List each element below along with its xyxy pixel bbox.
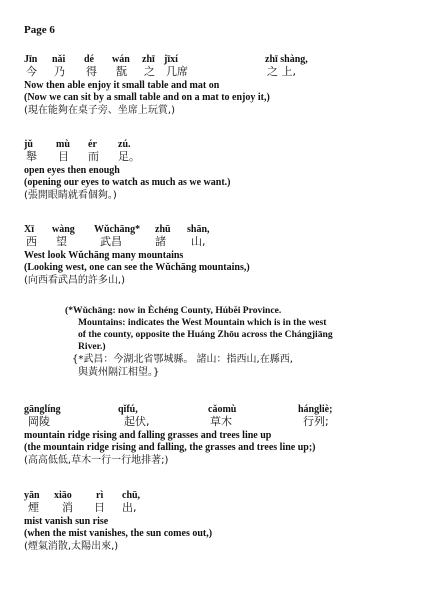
chinese-explanation: (煙氣消散,太陽出來,): [24, 541, 119, 552]
pinyin-token: qǐfú,: [118, 404, 138, 415]
hanzi-token: 之: [144, 65, 155, 78]
pinyin-token: cǎomù: [208, 404, 237, 415]
pinyin-token: hángliè;: [298, 404, 333, 415]
pinyin-token: zhī shàng,: [265, 54, 308, 65]
pinyin-token: rì: [96, 490, 104, 501]
footnote-line: of the county, opposite the Huáng Zhōu across the Chángjiāng: [78, 329, 333, 340]
verse-1-tokens: [0, 54, 425, 78]
pinyin-token: Xī: [24, 224, 34, 235]
pinyin-token: Jīn: [24, 54, 38, 65]
hanzi-token: 望: [56, 235, 67, 248]
hanzi-token: 山,: [191, 235, 206, 248]
hanzi-token: 目: [58, 150, 69, 163]
hanzi-token: 今: [26, 65, 37, 78]
english-gloss: Now then able enjoy it small table and mat on: [24, 80, 220, 91]
footnote-line: River.): [78, 341, 106, 352]
hanzi-token: 日: [94, 501, 105, 514]
hanzi-token: 足。: [118, 150, 140, 163]
hanzi-token: 草木: [210, 415, 232, 428]
hanzi-token: 翫: [116, 65, 127, 78]
pinyin-token: zhū: [155, 224, 171, 235]
verse-4-tokens: [0, 404, 425, 428]
english-gloss: mist vanish sun rise: [24, 516, 109, 527]
english-explanation: (Looking west, one can see the Wǔchāng mountains,): [24, 262, 250, 273]
footnote-line: (*Wǔchāng: now in Èchéng County, Húbĕi Province.: [65, 305, 282, 316]
pinyin-token: jǔ: [24, 139, 33, 150]
hanzi-token: 得: [86, 65, 97, 78]
english-explanation: (Now we can sit by a small table and on a mat to enjoy it,): [24, 92, 270, 103]
hanzi-token: 之 上,: [267, 65, 296, 78]
page-number: Page 6: [24, 24, 55, 36]
hanzi-token: 乃: [54, 65, 65, 78]
pinyin-token: chū,: [122, 490, 141, 501]
chinese-explanation: (高高低低,草木一行一行地排著;): [24, 455, 169, 466]
verse-5-tokens: [0, 490, 425, 514]
chinese-explanation: (現在能夠在桌子旁、坐席上玩賞,): [24, 105, 175, 116]
hanzi-token: 武昌: [100, 235, 122, 248]
footnote-line: Mountains: indicates the West Mountain which is in the west: [78, 317, 327, 328]
pinyin-token: ér: [88, 139, 97, 150]
hanzi-token: 几席: [166, 65, 188, 78]
english-gloss: West look Wǔchāng many mountains: [24, 250, 184, 261]
hanzi-token: 行列;: [303, 415, 329, 428]
pinyin-token: zú.: [118, 139, 131, 150]
hanzi-token: 諸: [155, 235, 166, 248]
hanzi-token: 出,: [122, 501, 137, 514]
pinyin-token: shān,: [187, 224, 210, 235]
chinese-explanation: (向西看武昌的許多山,): [24, 275, 125, 286]
pinyin-token: wán: [112, 54, 130, 65]
hanzi-token: 而: [88, 150, 99, 163]
pinyin-token: gānglíng: [24, 404, 61, 415]
english-explanation: (the mountain ridge rising and falling, the grasses and trees line up;): [24, 442, 316, 453]
pinyin-token: yān: [24, 490, 40, 501]
pinyin-token: xiāo: [54, 490, 72, 501]
hanzi-token: 消: [62, 501, 73, 514]
pinyin-token: Wǔchāng*: [94, 224, 141, 235]
footnote-chinese-line: {*武昌：今湖北省鄂城縣。 諸山：指西山,在縣西,: [72, 354, 293, 365]
english-gloss: open eyes then enough: [24, 165, 120, 176]
hanzi-token: 煙: [28, 501, 39, 514]
footnote-chinese-line: 與黃州隔江相望。}: [78, 367, 160, 378]
verse-2-tokens: [0, 139, 425, 163]
pinyin-token: mù: [56, 139, 70, 150]
pinyin-token: wàng: [52, 224, 75, 235]
hanzi-token: 起伏,: [124, 415, 150, 428]
hanzi-token: 西: [26, 235, 37, 248]
english-explanation: (opening our eyes to watch as much as we want.): [24, 177, 231, 188]
english-explanation: (when the mist vanishes, the sun comes out,): [24, 528, 213, 539]
pinyin-token: jīxí: [164, 54, 178, 65]
hanzi-token: 舉: [26, 150, 37, 163]
pinyin-token: dé: [84, 54, 94, 65]
pinyin-token: nǎi: [52, 54, 66, 65]
verse-3-tokens: [0, 224, 425, 248]
pinyin-token: zhī: [142, 54, 155, 65]
english-gloss: mountain ridge rising and falling grasses and trees line up: [24, 430, 272, 441]
hanzi-token: 岡陵: [28, 415, 50, 428]
chinese-explanation: (張開眼睛就看個夠。): [24, 190, 117, 201]
